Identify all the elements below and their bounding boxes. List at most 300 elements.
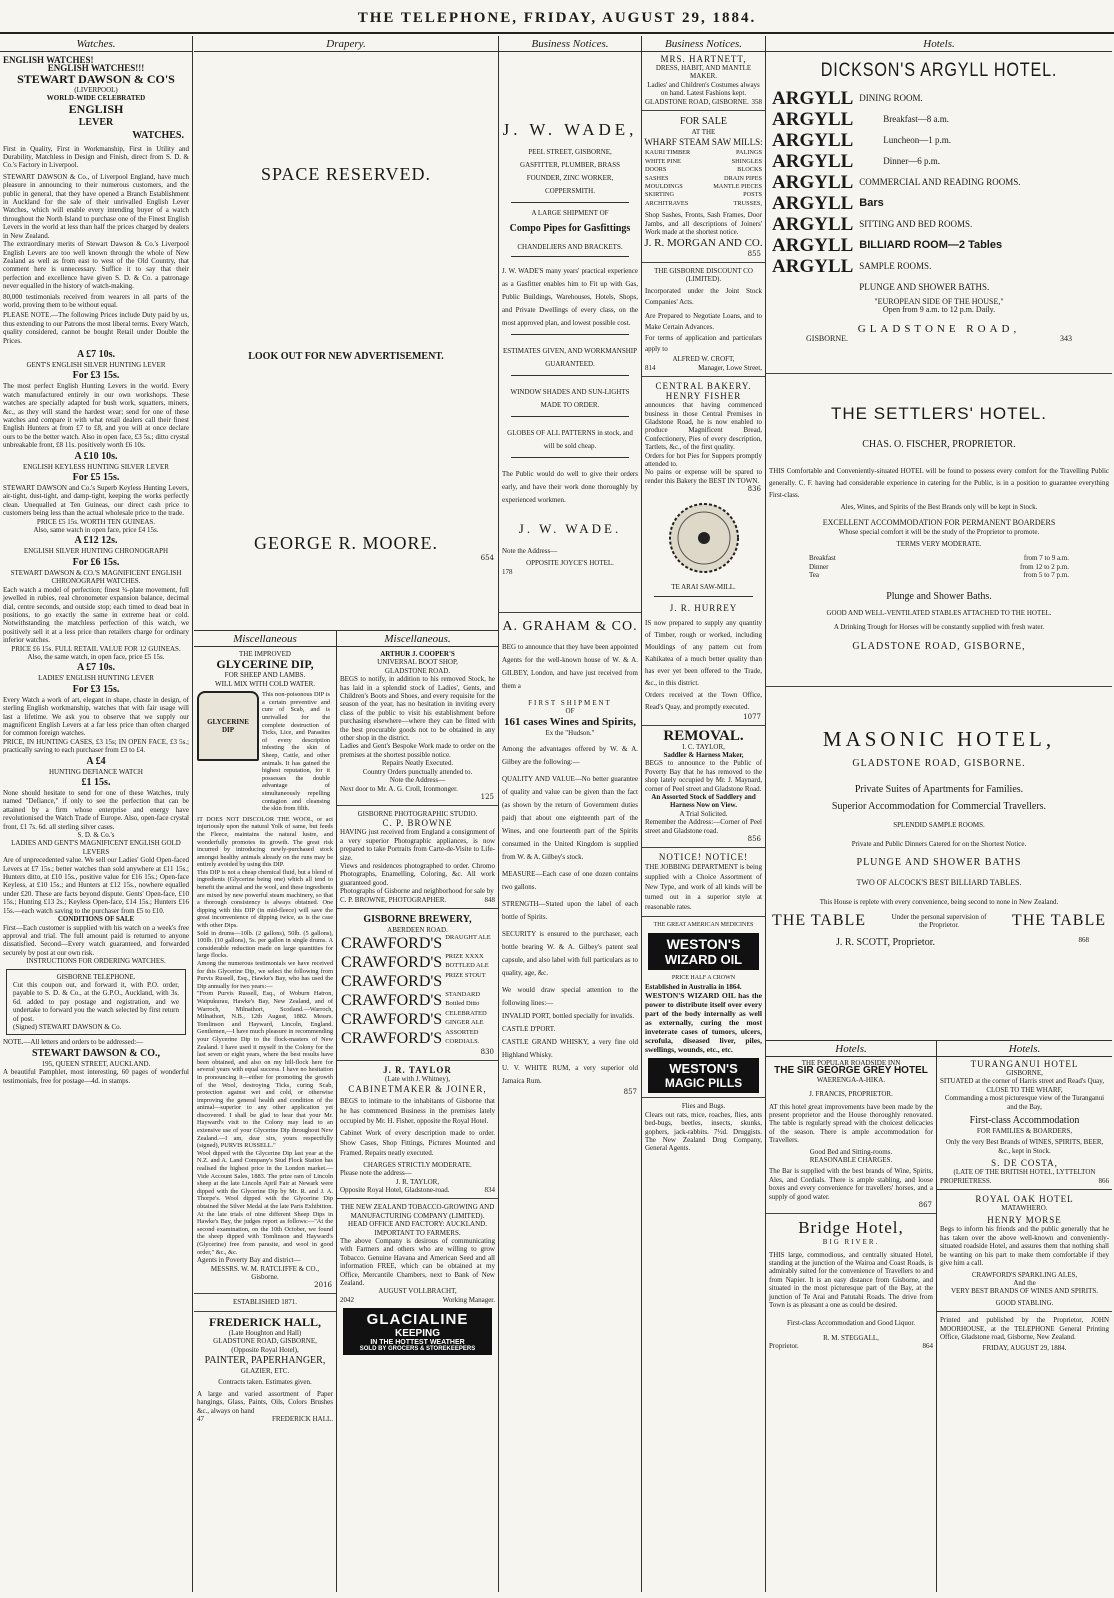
ad-line: A Trial Solicited. xyxy=(679,809,728,818)
ad-line: J. R. TAYLOR, xyxy=(395,1177,440,1186)
ad-highlight: PLUNGE AND SHOWER BATHS xyxy=(856,857,1022,869)
ad-number: 848 xyxy=(484,895,495,904)
coupon-header: GISBORNE TELEPHONE. xyxy=(56,972,136,981)
argyll-word: ARGYLL xyxy=(772,172,854,193)
amenity-line: PLUNGE AND SHOWER BATHS. xyxy=(859,282,990,292)
ad-number: 2016 xyxy=(314,1281,332,1290)
amenity-line: Breakfast—8 a.m. xyxy=(883,114,950,124)
timber-row xyxy=(645,175,762,183)
paragraph: The Bar is supplied with the best brands of Wine, Spirits, Ales, and Cordials. There is ample stabling, and loose boxes and every convenience for travellers' horses, and a supply of good water. xyxy=(769,1167,933,1201)
meal-time: from 5 to 7 p.m. xyxy=(1023,571,1069,580)
advertiser-name: J. R. MORGAN AND CO. xyxy=(644,236,763,249)
timber-item: SASHES xyxy=(645,174,669,182)
ad-number: 358 xyxy=(751,97,762,106)
hotel-name: ROYAL OAK HOTEL xyxy=(975,1194,1074,1205)
timber-item: TRUSSES, xyxy=(733,199,762,207)
proprietor: CHAS. O. FISCHER, PROPRIETOR. xyxy=(862,439,1016,451)
timber-list xyxy=(642,149,765,208)
product-title: HUNTING DEFIANCE WATCH xyxy=(49,767,143,776)
imprint-date: FRIDAY, AUGUST 29, 1884. xyxy=(982,1344,1067,1353)
paragraph: Are of unprecedented value. We sell our Ladies' Gold Open-faced Levers at £7 15s.; better watches than sold anywhere at £11 15s.; Hunters ditto, at £10 15s., positive value for £16 15s.; Open-face Keyless, at £10 15s.; and Hunters at £12 15s., nowhere equalled under £20. These are facts beyond dispute. Gents' Open-face, £10 15s.; Hunting £13 2s.; Keyless Open-face, £14 15s.; Hunters £16 15s.—each watch saving to the purchaser from £5 to £10. xyxy=(3,856,189,915)
ad-line: PEEL STREET, GISBORNE, xyxy=(528,148,612,156)
price: For £3 15s. xyxy=(72,370,120,382)
paragraph: Whose special comfort it will be the study of the Proprietor to promote. xyxy=(838,527,1040,536)
paragraph: Are Prepared to Negotiate Loans, and to Make Certain Advances. xyxy=(645,312,762,332)
amenity-line: DINING ROOM. xyxy=(859,93,923,103)
wine-list xyxy=(499,1010,641,1088)
testimonial: "From Purvis Russell, Esq., of Woburn Hatron, Waipukurau, Hawke's Bay, New Zealand, and of Warroch, Milnathort, Scotland.—Warroch, Milnathort, N.B., 12th August, 1882. Messrs. Tomlinson and Hayward, Lincoln, England. Gentlemen,—I have much pleasure in recommending your Glycerine Dip to the flock-masters of New Zealand. I have used it myself in the Colony for the last seven or eight years, where the best results have been obtained, and also on my hill-flock here for several years with equal success. I have no hesitation in pronouncing it—either for promoting the growth of the Wool, destroying Ticks, curing Scab, protection against wet and cold, or otherwise improving the general health and condition of the animal—superior to any other application yet discovered. I shall be glad to hear that your Mr. Hayward's visit to the Colony may lead to an extensive use of your Glycerine Dip throughout New Zealand.—I am, dear sirs, yours respectfully (signed), PURVIS RUSSELL." xyxy=(197,990,333,1150)
tagline: WORLD-WIDE CELEBRATED xyxy=(46,94,146,103)
meal-name: Breakfast xyxy=(809,554,836,563)
argyll-word: ARGYLL xyxy=(772,151,854,172)
wine-item: U. V. WHITE RUM, a very superior old Jamaica Rum. xyxy=(502,1064,638,1086)
timber-item: POSTS xyxy=(743,191,762,199)
hotel-amenities xyxy=(853,88,1020,298)
paragraph: QUALITY AND VALUE—No better guarantee of quality and value can be given than the fact (as shown by the return of Government duties paid) that about one eighteenth part of the Wines, and one fourteenth part of the Spirits consumed in the United Kingdom is supplied from W. & A. Gilbey's stock. xyxy=(502,775,638,862)
hotel-address: BIG RIVER. xyxy=(822,1238,880,1247)
paragraph: Sold in drums—10lb. (2 gallons), 50lb. (5 gallons), 100lb. (10 gallons), 5s. per gallon in single drums. A considerable reduction made on large quantities for large flocks. xyxy=(197,929,333,960)
section-header: Miscellaneous xyxy=(194,631,336,647)
ad-line: THE GREAT AMERICAN MEDICINES xyxy=(653,922,754,929)
paragraph: Among the numerous testimonials we have received for this Glycerine Dip, we select the following from Purvis Russell, Esq., Hawke's Bay, who has used the Dip annually for two years:— xyxy=(197,960,333,990)
paragraph: BEGS to intimate to the inhabitants of Gisborne that he has commenced Business in the premises lately occupied by Mr. H. Fisher, opposite the Royal Hotel. xyxy=(340,1096,495,1125)
hotel-town: GISBORNE, xyxy=(1006,1069,1043,1077)
crawford-list xyxy=(337,934,498,1048)
ad-line: GLADSTONE ROAD, GISBORNE. xyxy=(645,97,749,106)
timber-row xyxy=(645,191,762,199)
ad-line: And the xyxy=(1013,1278,1036,1287)
crawford-row xyxy=(337,953,498,972)
ad-line: WINDOW SHADES AND SUN-LIGHTS MADE TO ORDER. xyxy=(510,387,630,409)
product-title: STEWART DAWSON & CO.'S MAGNIFICENT ENGLISH CHRONOGRAPH WATCHES. xyxy=(10,568,182,586)
ad-line: A LARGE SHIPMENT OF xyxy=(531,209,609,217)
paragraph: PRICE £6 15s. FULL RETAIL VALUE FOR 12 GUINEAS. xyxy=(11,644,181,653)
section-header: Watches. xyxy=(0,36,192,52)
glacialine-logo xyxy=(343,1308,492,1355)
crawford-row xyxy=(337,991,498,1010)
ad-line: FIRST SHIPMENT xyxy=(528,699,612,708)
product-title: ENGLISH SILVER HUNTING CHRONOGRAPH xyxy=(23,547,169,556)
ad-headline: FOR SALE xyxy=(680,116,727,128)
paragraph: NOTE.—All letters and orders to be addressed:— xyxy=(3,1038,144,1047)
paragraph: STEWART DAWSON & Co., of Liverpool England, have much pleasure in announcing to their numerous customers, and the public in general, that they have opened a Branch Establishment in Auckland for the sale of their unrivalled English Lever Watches, which will enable every intending buyer of a watch throughout the North Island to purchase one of the Finest English Levers in the world at less than half the prices charged by dealers in New Zealand. xyxy=(3,172,189,240)
proprietor: J. FRANCIS, PROPRIETOR. xyxy=(809,1090,893,1099)
ad-line: Opposite Royal Hotel, Gladstone-road. xyxy=(340,1186,450,1194)
dip-column xyxy=(194,630,337,1592)
ad-line: (Opposite Royal Hotel), xyxy=(231,1345,299,1354)
paragraph: First in Quality, First in Workmanship, First in Utility and Durability, Matchless in Design and Finish, direct from S. D. & Co.'s Factory in Liverpool. xyxy=(3,144,189,170)
paragraph: Only the very Best Brands of WINES, SPIRITS, BEER, &c., kept in Stock. xyxy=(945,1138,1104,1155)
paragraph: MEASURE—Each case of one dozen contains two gallons. xyxy=(502,870,638,892)
proprietor: HENRY MORSE xyxy=(987,1215,1062,1226)
hotel-address: GLADSTONE ROAD, GISBORNE, xyxy=(852,641,1026,653)
product-desc: PRIZE STOUT xyxy=(445,972,486,980)
ad-line: CHANDELIERS AND BRACKETS. xyxy=(517,243,623,252)
paragraph: PRICE, IN HUNTING CASES, £3 15s; IN OPEN FACE, £3 5s.; practically saving to each purchaser from £3 to £4. xyxy=(3,737,189,755)
argyll-word: ARGYLL xyxy=(772,256,854,277)
paragraph: A large and varied assortment of Paper hangings, Glass, Paints, Oils, Colors Brushes &c., always on hand xyxy=(197,1389,333,1415)
wine-item: INVALID PORT, bottled specially for invalids. xyxy=(502,1012,635,1021)
hotel-name: Bridge Hotel, xyxy=(798,1218,904,1238)
ad-line: Country Orders punctually attended to. xyxy=(362,767,473,776)
ad-highlight: THE TABLE xyxy=(772,912,867,930)
price: For £5 15s. xyxy=(72,472,120,484)
ad-line: DRESS, HABIT, AND MANTLE MAKER. xyxy=(655,64,752,81)
ad-line: PAINTER, PAPERHANGER, xyxy=(204,1355,326,1366)
order-coupon[interactable] xyxy=(6,969,186,1036)
ad-number: 857 xyxy=(623,1088,637,1097)
advertiser-name: ARTHUR J. COOPER'S xyxy=(380,650,455,658)
ad-line: THE IMPROVED xyxy=(239,650,291,658)
paragraph: Commanding a most picturesque view of the Turanganui and the Bay, xyxy=(944,1094,1105,1111)
ad-line: COPPERSMITH. xyxy=(545,187,595,195)
ad-line: GOOD STABLING. xyxy=(995,1298,1054,1307)
coupon-signature: (Signed) STEWART DAWSON & Co. xyxy=(13,1022,122,1031)
ad-number: 654 xyxy=(480,554,494,562)
ad-line: REASONABLE CHARGES. xyxy=(809,1156,893,1165)
product-name: CRAWFORD'S xyxy=(341,973,443,991)
logo-text: IN THE HOTTEST WEATHER xyxy=(370,1339,465,1347)
advertiser-name: MRS. HARTNETT, xyxy=(660,54,747,64)
paragraph: Begs to inform his friends and the public generally that he has taken over the above well-known and conveniently-situated roadside Hotel, and assures them that nothing shall be wanting on his part to make them comfortable if they give him a call. xyxy=(940,1225,1109,1268)
logo-text: WESTON'S xyxy=(669,1061,738,1077)
hotel-address: MATAWHERO. xyxy=(1001,1204,1048,1213)
advertiser-name: GISBORNE PHOTOGRAPHIC STUDIO. xyxy=(357,809,478,818)
paragraph: The Public would do well to give their orders early, and have their work done thoroughly by experienced workmen. xyxy=(502,469,638,504)
tin-label: GLYCERINE DIP xyxy=(207,717,249,735)
amenity-line: BILLIARD ROOM—2 Tables xyxy=(859,239,1003,251)
paragraph: This non-poisonous DIP is a certain preventive and cure of Scab, and is unrivalled for the complete destruction of Ticks, Lice, and Parasites of every description infesting the skin of Sheep, Cattle, and other animals. It has gained the highest reputation, for it possesses the double advantage of simultaneously repelling contagion and cleansing the skin from filth. xyxy=(262,691,330,813)
ad-line: GOOD AND WELL-VENTILATED STABLES ATTACHED TO THE HOTEL. xyxy=(826,608,1052,617)
paragraph: WESTON'S WIZARD OIL has the power to distribute itself over every part of the body internally as well as externally, curing the most inveterate cases of tumors, ulcers, scrofula, diseased liver, piles, swellings, wounds, etc., etc. xyxy=(645,991,762,1055)
ad-line: PROPRIETRESS. xyxy=(940,1176,992,1185)
product-desc: STANDARD Bottled Ditto xyxy=(445,991,481,1007)
ad-line: SPLENDID SAMPLE ROOMS. xyxy=(893,821,985,830)
argyll-word: ARGYLL xyxy=(772,235,854,256)
ad-line: FOR SHEEP AND LAMBS. xyxy=(224,671,306,680)
ad-line: Note the Address— xyxy=(389,776,446,785)
paragraph: None should hesitate to send for one of these Watches, truly named "Defiance," if only to see the perfection that can be attained by a firm whose enterprise and energy have revolutionised the Watch Trade of Europe. Also, open-face crystal front, £1 7s. 6d. all sterling silver cases. xyxy=(3,789,189,831)
ad-line: GLOBES OF ALL PATTERNS in stock, and will be sold cheap. xyxy=(507,428,633,450)
advertiser-name: J. W. WADE, xyxy=(502,120,638,139)
product-name: CRAWFORD'S xyxy=(341,935,443,953)
proprietor: R. M. STEGGALL, xyxy=(823,1333,879,1342)
advertiser-name: C. P. BROWNE xyxy=(382,818,453,829)
timber-item: KAURI TIMBER xyxy=(645,149,691,157)
paragraph: PRICE £5 15s. WORTH TEN GUINEAS. xyxy=(36,517,156,526)
product-name: CRAWFORD'S xyxy=(341,1030,443,1048)
argyll-word: ARGYLL xyxy=(772,130,854,151)
paragraph: For terms of application and particulars apply to xyxy=(645,334,762,354)
caption: TE ARAI SAW-MILL. xyxy=(671,583,736,592)
ad-number: 830 xyxy=(480,1048,494,1057)
dip-tin-illustration xyxy=(197,691,259,761)
timber-item: PALINGS xyxy=(735,149,762,157)
hotel-name: MASONIC HOTEL, xyxy=(822,727,1056,752)
ad-line: WILL MIX WITH COLD WATER. xyxy=(215,679,315,688)
ad-line: FOR FAMILIES & BOARDERS, xyxy=(976,1127,1073,1136)
paragraph: Clears out rats, mice, roaches, flies, ants bed-bugs, beetles, insects, skunks, gophers, jack-rabbits. 7½d. Druggists. The New Zealand Drug Company, General Agents. xyxy=(645,1110,762,1153)
product-title: LADIES AND GENT'S MAGNIFICENT ENGLISH GOLD LEVERS xyxy=(11,839,181,856)
wine-item: CASTLE D'PORT. xyxy=(502,1025,556,1034)
price: A £12 12s. xyxy=(74,535,118,547)
ad-number: 864 xyxy=(922,1342,933,1351)
ad-line: CRAWFORD'S SPARKLING ALES, xyxy=(971,1270,1078,1279)
wine-item: CASTLE GRAND WHISKY, a very fine old Highland Whisky. xyxy=(502,1038,638,1060)
paragraph: THIS Comfortable and Conveniently-situated HOTEL will be found to possess every comfort for the Travelling Public generally. C. F. having had considerable experience in catering for the Public, is in a position to guarantee everything First-class. xyxy=(769,467,1109,500)
paragraph: STEWART DAWSON and Co.'s Superb Keyless Hunting Levers, air-tight, dust-tight, and damp-tight, keeping the works perfectly clean. Unequalled at Ten Guineas, our direct cash price to customers being less than the actual wholesale price to the trade. xyxy=(3,484,189,518)
paragraph: Wool dipped with the Glycerine Dip last year at the N.Z. and A. Land Company's Stud Flock Station has realised the highest price in the London market.—Vide Account Sales, 1883. The prize ram of Lincoln sheep at the late Lincoln April Fair at Newark were dipped with the Glycerine Dip by Mr. R. and J. A. Thorpe's. Wool dipped with the Glycerine Dip obtained the Silver Medal at the late Paris Exhibition. At the late trials of nine different Sheep Dips in Hawke's Bay, the judges report as follows:—"At the second examination, on the 10th October, we found the sheep dipped with Tomlinson and Hayward's (Glycerine) free from parasite, and wool in good order," &c., &c. xyxy=(197,1149,333,1256)
hotel-address: WAERENGA-A-HIKA. xyxy=(816,1075,886,1084)
ad-number: 47 xyxy=(197,1415,204,1424)
ad-headline: Flies and Bugs. xyxy=(681,1102,726,1111)
hotel-name: THE SETTLERS' HOTEL. xyxy=(831,404,1047,424)
ad-line: (LIMITED). xyxy=(685,274,722,283)
firm-address: STEWART DAWSON & CO., xyxy=(31,1047,161,1059)
hotel-town: GISBORNE. xyxy=(806,333,849,343)
ad-highlight: Compo Pipes for Gasfittings xyxy=(509,223,631,235)
timber-item: DOORS xyxy=(645,166,667,174)
ad-line: Working Manager. xyxy=(442,1295,495,1304)
timber-item: ARCHITRAVES xyxy=(645,199,689,207)
paragraph: HAVING just received from England a consignment of a very superior Photographic appliances, is now prepared to take Portraits from Carte-de-Visite to Life-size. xyxy=(340,828,495,862)
headline: LEVER xyxy=(78,116,114,128)
masthead: THE TELEPHONE, FRIDAY, AUGUST 29, 1884. xyxy=(0,0,1114,34)
headline: ENGLISH WATCHES!!! xyxy=(47,63,145,74)
paragraph: Ales, Wines, and Spirits of the Best Brands only will be kept in Stock. xyxy=(840,503,1038,512)
coupon-text: Cut this coupon out, and forward it, with P.O. order, payable to S. D. & Co., at the G.P.O., Auckland, with 3s. 6d. added to pay postage and registration, and we undertake to forward you the watch selected by first return of post. xyxy=(13,980,179,1023)
ad-line: Under the personal supervision of the Proprietor. xyxy=(891,912,987,930)
paragraph: THE JOBBING DEPARTMENT is being supplied with a Choice Assortment of New Type, and work of all kinds will be turned out in a superior style at reasonable rates. xyxy=(645,863,762,912)
logo-text: MAGIC PILLS xyxy=(664,1076,743,1091)
section-header: Hotels. xyxy=(766,36,1112,52)
ad-line: VERY BEST BRANDS OF WINES AND SPIRITS. xyxy=(950,1287,1099,1296)
argyll-repeat xyxy=(772,88,853,298)
imprint: Printed and published by the Proprietor, JOHN MOORHOUSE, at the TELEPHONE General Printing Office, Gladstone road, Gisborne, New Zealand. xyxy=(940,1316,1109,1341)
timber-row xyxy=(645,158,762,166)
business-column-2 xyxy=(642,36,766,1592)
ad-line: Private Suites of Apartments for Families. xyxy=(854,784,1024,796)
ad-number: 867 xyxy=(918,1201,932,1210)
timber-item: MANTLE PIECES xyxy=(713,183,762,191)
ad-line: CLOSE TO THE WHARF, xyxy=(986,1085,1063,1094)
paragraph: Remember the Address:—Corner of Peel street and Gladstone road. xyxy=(645,818,762,835)
paragraph: IT DOES NOT DISCOLOR THE WOOL, or act injuriously upon the natural Yolk of same, but feeds the Fleece, maintains the natural lustre, and wonderfully promotes its growth. The great risk incurred by introducing newly-purchased stock amongst healthy animals already on the runs may be entirely avoided by using this DIP. xyxy=(197,815,333,869)
ad-highlight: THE TABLE xyxy=(1011,912,1106,930)
ad-line: CHARGES STRICTLY MODERATE. xyxy=(363,1160,472,1169)
price: For £6 15s. xyxy=(72,556,120,568)
paragraph: BEGS to notify, in addition to his removed Stock, he has laid in a splendid stock of Ladies', Gents, and Children's Boots and Shoes, and every requisite for the season of the year, has no hesitation in inviting every class of the public to visit his establishment before purchasing elsewhere—where they can be fitted with the best procurable goods not to be obtained in any other shop in the district. xyxy=(340,675,495,743)
ad-line: (Late Houghton and Hall) xyxy=(228,1328,302,1337)
ad-highlight: Plunge and Shower Baths. xyxy=(886,590,992,602)
paragraph: Photographs of Gisborne and neighborhood for sale by xyxy=(340,887,494,896)
paragraph: Among the advantages offered by W. & A. Gilbey are the following:— xyxy=(502,745,638,767)
paragraph: We would draw special attention to the following lines:— xyxy=(502,986,638,1008)
section-header: Hotels. xyxy=(766,1041,936,1057)
ad-line: UNIVERSAL BOOT SHOP, xyxy=(377,658,458,667)
price: A £7 10s. xyxy=(76,348,116,360)
paragraph: Orders received at the Town Office, Read's Quay, and promptly executed. xyxy=(645,690,762,711)
paragraph: A beautiful Pamphlet, most interesting, 60 pages of wonderful testimonials, free for postage—4d. in stamps. xyxy=(3,1068,189,1085)
ad-line: IMPORTANT TO FARMERS. xyxy=(374,1228,461,1237)
argyll-word: ARGYLL xyxy=(772,193,854,214)
amenity-line: Dinner—6 p.m. xyxy=(883,156,941,166)
ad-line: TWO OF ALCOCK'S BEST BILLIARD TABLES. xyxy=(856,878,1022,888)
magic-pills-logo xyxy=(648,1058,759,1093)
paragraph: AT this hotel great improvements have been made by the present proprietor and the House thoroughly renovated. The table is regularly spread with the choicest delicacies of the season. There is ample accommodation for Travellers. xyxy=(769,1102,933,1145)
meal-row xyxy=(806,571,1072,579)
amenity-line: COMMERCIAL AND READING ROOMS. xyxy=(859,177,1021,187)
section-header: Miscellaneous. xyxy=(337,631,498,647)
space-reserved: SPACE RESERVED. xyxy=(261,164,431,184)
logo-text: WIZARD OIL xyxy=(664,952,743,968)
price: A £10 10s. xyxy=(74,450,118,462)
ad-line: ESTIMATES GIVEN, AND WORKMANSHIP GUARANTEED. xyxy=(502,346,638,368)
product-title: INSTRUCTIONS FOR ORDERING WATCHES. xyxy=(26,957,166,966)
section-header: Business Notices. xyxy=(499,36,641,52)
product-name: GLYCERINE DIP, xyxy=(216,657,314,672)
signature: ALFRED W. CROFT, xyxy=(672,355,735,364)
ad-line: A Drinking Trough for Horses will be constantly supplied with fresh water. xyxy=(833,623,1045,632)
advertiser-name: J. R. HURREY xyxy=(669,602,738,613)
paragraph: Incorporated under the Joint Stock Companies' Acts. xyxy=(645,287,762,307)
advertiser-name: I. C. TAYLOR, xyxy=(682,742,725,751)
paragraph: Orders for hot Pies for Suppers promptly attended to. xyxy=(645,451,762,468)
timber-row xyxy=(645,183,762,191)
firm-address: 195, QUEEN STREET, AUCKLAND. xyxy=(41,1059,151,1068)
timber-item: SKIRTING xyxy=(645,191,675,199)
advertiser-name: FREDERICK HALL, xyxy=(208,1314,321,1329)
ad-highlight: First-class Accommodation xyxy=(969,1115,1080,1127)
argyll-word: ARGYLL xyxy=(772,109,854,130)
hotel-address: GLADSTONE ROAD, xyxy=(857,322,1021,335)
paragraph: STRENGTH—Stated upon the label of each bottle of Spirits. xyxy=(502,900,638,922)
section-header: Business Notices. xyxy=(642,36,765,52)
logo-text: KEEPING xyxy=(394,1328,440,1340)
saw-blade-illustration xyxy=(665,499,743,577)
meal-time: from 7 to 9 a.m. xyxy=(1023,554,1069,563)
headline: ENGLISH xyxy=(68,101,124,116)
firm-city: (LIVERPOOL) xyxy=(74,85,118,94)
meal-name: Dinner xyxy=(809,562,829,571)
advertiser-name: HENRY FISHER xyxy=(665,391,742,402)
ad-number: 834 xyxy=(484,1186,495,1194)
timber-row xyxy=(645,149,762,157)
ad-line: GLADSTONE ROAD. xyxy=(384,666,451,675)
product-desc: ASSORTED CORDIALS. xyxy=(445,1029,480,1045)
ad-line: Private and Public Dinners Catered for on the Shortest Notice. xyxy=(851,839,1027,848)
watches-column xyxy=(0,36,193,1592)
logo-text: GLACIALINE xyxy=(366,1311,469,1329)
advertiser-name: CENTRAL BAKERY. xyxy=(655,381,752,392)
ad-number: 178 xyxy=(502,567,513,576)
product-name: CRAWFORD'S xyxy=(341,992,443,1010)
advertiser-name: GISBORNE BREWERY, xyxy=(363,913,472,925)
paragraph: PLEASE NOTE.—The following Prices include Duty paid by us, thus extending to our Patrons the most liberal terms. Every Watch, quality considered, cannot be bought Retail under Double the Prices. xyxy=(3,311,189,345)
crawford-row xyxy=(337,1029,498,1048)
ad-line: Contracts taken. Estimates given. xyxy=(218,1378,312,1387)
advertiser-name: GEORGE R. MOORE. xyxy=(253,533,438,553)
ad-line: Ex the "Hudson." xyxy=(545,728,595,737)
proprietor: J. R. SCOTT, Proprietor. xyxy=(836,937,935,949)
misc-column xyxy=(337,630,499,1592)
hotel-address: GLADSTONE ROAD, GISBORNE. xyxy=(852,758,1026,770)
section-header: Drapery. xyxy=(194,36,498,52)
ad-line: "EUROPEAN SIDE OF THE HOUSE," xyxy=(874,297,1004,306)
ad-number: 2042 xyxy=(340,1295,354,1304)
ad-line: Repairs Neatly Executed. xyxy=(381,759,454,768)
paragraph: This House is replete with every convenience, being second to none in New Zealand. xyxy=(819,897,1059,906)
ad-headline: REMOVAL. xyxy=(663,727,744,744)
headline: WATCHES. xyxy=(132,129,184,141)
product-title: CONDITIONS OF SALE xyxy=(57,915,135,924)
paragraph: SITUATED at the corner of Harris street and Read's Quay, xyxy=(940,1077,1105,1086)
paragraph: The most perfect English Hunting Levers in the world. Every watch manufactured entirely in our own workshops. These watches are specially adapted for bush work, squatters, miners, &c., as they will stand the hardest wear; send for one of these watches and compare it with what retail dealers call their finest English Hunters at from £7 to £8, and you will at once declare ours to be the better watch. Also in open face, £3 5s.; ditto crystal unbreakable front, £8 11s. positively worth £6 10s. xyxy=(3,382,189,450)
timber-item: WHITE PINE xyxy=(645,157,681,165)
paragraph: IS now prepared to supply any quantity of Timber, rough or worked, including Mouldings of any pattern cut from Kahikatea of a much better quality than has ever yet been offered to the Trade, &c., in this district. xyxy=(645,618,762,687)
hotel-name: TURANGANUI HOTEL xyxy=(970,1059,1079,1069)
crawford-row xyxy=(337,1010,498,1029)
ad-line: OF xyxy=(565,707,575,716)
ad-highlight: An Assorted Stock of Saddlery and Harness Now on View. xyxy=(651,793,756,810)
advertiser-name: J. R. TAYLOR xyxy=(383,1065,452,1076)
amenity-line: SITTING AND BED ROOMS. xyxy=(859,219,973,229)
ad-line: Good Bed and Sitting-rooms. xyxy=(809,1147,893,1156)
business-column xyxy=(499,36,642,1592)
ad-number: 855 xyxy=(747,249,761,258)
ad-headline: NOTICE! NOTICE! xyxy=(658,852,749,863)
hotels-lower-right xyxy=(937,1040,1112,1592)
firm-name: STEWART DAWSON & CO'S xyxy=(17,71,175,86)
paragraph: No pains or expense will be spared to render this Bakery the BEST IN TOWN. xyxy=(645,468,762,485)
ad-line: OPPOSITE JOYCE'S HOTEL. xyxy=(526,559,614,568)
ad-highlight: 161 cases Wines and Spirits, xyxy=(504,715,636,728)
price: A £7 10s. xyxy=(76,662,116,674)
ad-line: CABINETMAKER & JOINER, xyxy=(348,1083,487,1094)
ad-line: Open from 9 a.m. to 12 p.m. Daily. xyxy=(882,305,996,315)
signature: C. P. BROWNE, PHOTOGRAPHER. xyxy=(340,895,447,904)
meal-row xyxy=(806,554,1072,562)
ad-line: Proprietor. xyxy=(769,1342,799,1351)
argyll-word: ARGYLL xyxy=(772,214,854,235)
price: £1 15s. xyxy=(81,777,111,788)
paragraph: The above Company is desirous of communicating with Farmers and others who are willing to grow Tobacco. Genuine Havana and American Seed and all information FREE, which can be obtained at my Office, Mercantile Chambers, next to Bank of New Zealand. xyxy=(340,1237,495,1288)
hotels-lower-left xyxy=(766,1040,937,1592)
price: For £3 15s. xyxy=(72,683,120,695)
product-name: CRAWFORD'S xyxy=(341,954,443,972)
paragraph: Ladies and Gent's Bespoke Work made to order on the premises at the shortest possible notice. xyxy=(340,742,495,759)
amenity-line: SAMPLE ROOMS. xyxy=(859,261,932,271)
paragraph: Also, the same watch, in open face, price £5 15s. xyxy=(27,652,165,661)
timber-row xyxy=(645,200,762,208)
paragraph: Shop Sashes, Fronts, Sash Frames, Door Jambs, and all descriptions of Joiners' Work made at the shortest notice. xyxy=(645,211,762,237)
ad-number: 814 xyxy=(645,363,656,372)
paragraph: announces that having commenced business in those Central Premises in Gladstone Road, he is now enabled to produce Magnificent Bread, Confectionery, Pies of every description, Tartlets, &c., of the first quality. xyxy=(645,401,762,452)
crawford-row xyxy=(337,972,498,991)
proprietor: S. DE COSTA, xyxy=(991,1158,1058,1169)
ad-line: First-class Accommodation and Good Liquor. xyxy=(786,1319,916,1328)
ad-number: 343 xyxy=(1060,333,1072,343)
argyll-word: ARGYLL xyxy=(772,88,854,109)
ad-line: HEAD OFFICE AND FACTORY: AUCKLAND. xyxy=(348,1220,487,1229)
signature: J. W. WADE. xyxy=(518,520,622,536)
ad-line: (Late with J. Whitney), xyxy=(385,1075,450,1084)
ad-line: Next door to Mr. A. G. Croll, Ironmonger. xyxy=(340,784,458,793)
ad-line: PRICE HALF A CROWN xyxy=(671,975,736,982)
logo-text: WESTON'S xyxy=(666,936,741,953)
paragraph: The extraordinary merits of Stewart Dawson & Co.'s Liverpool English Levers are too well known through the whole of New Zealand as well as from east to west of the Old Country, that comment here is unnecessary. Suffice it to say that their perfection and excellence have given S. D. & Co. a patronage never equalled in the history of watch-making. xyxy=(3,240,189,291)
drapery-block xyxy=(194,36,499,630)
